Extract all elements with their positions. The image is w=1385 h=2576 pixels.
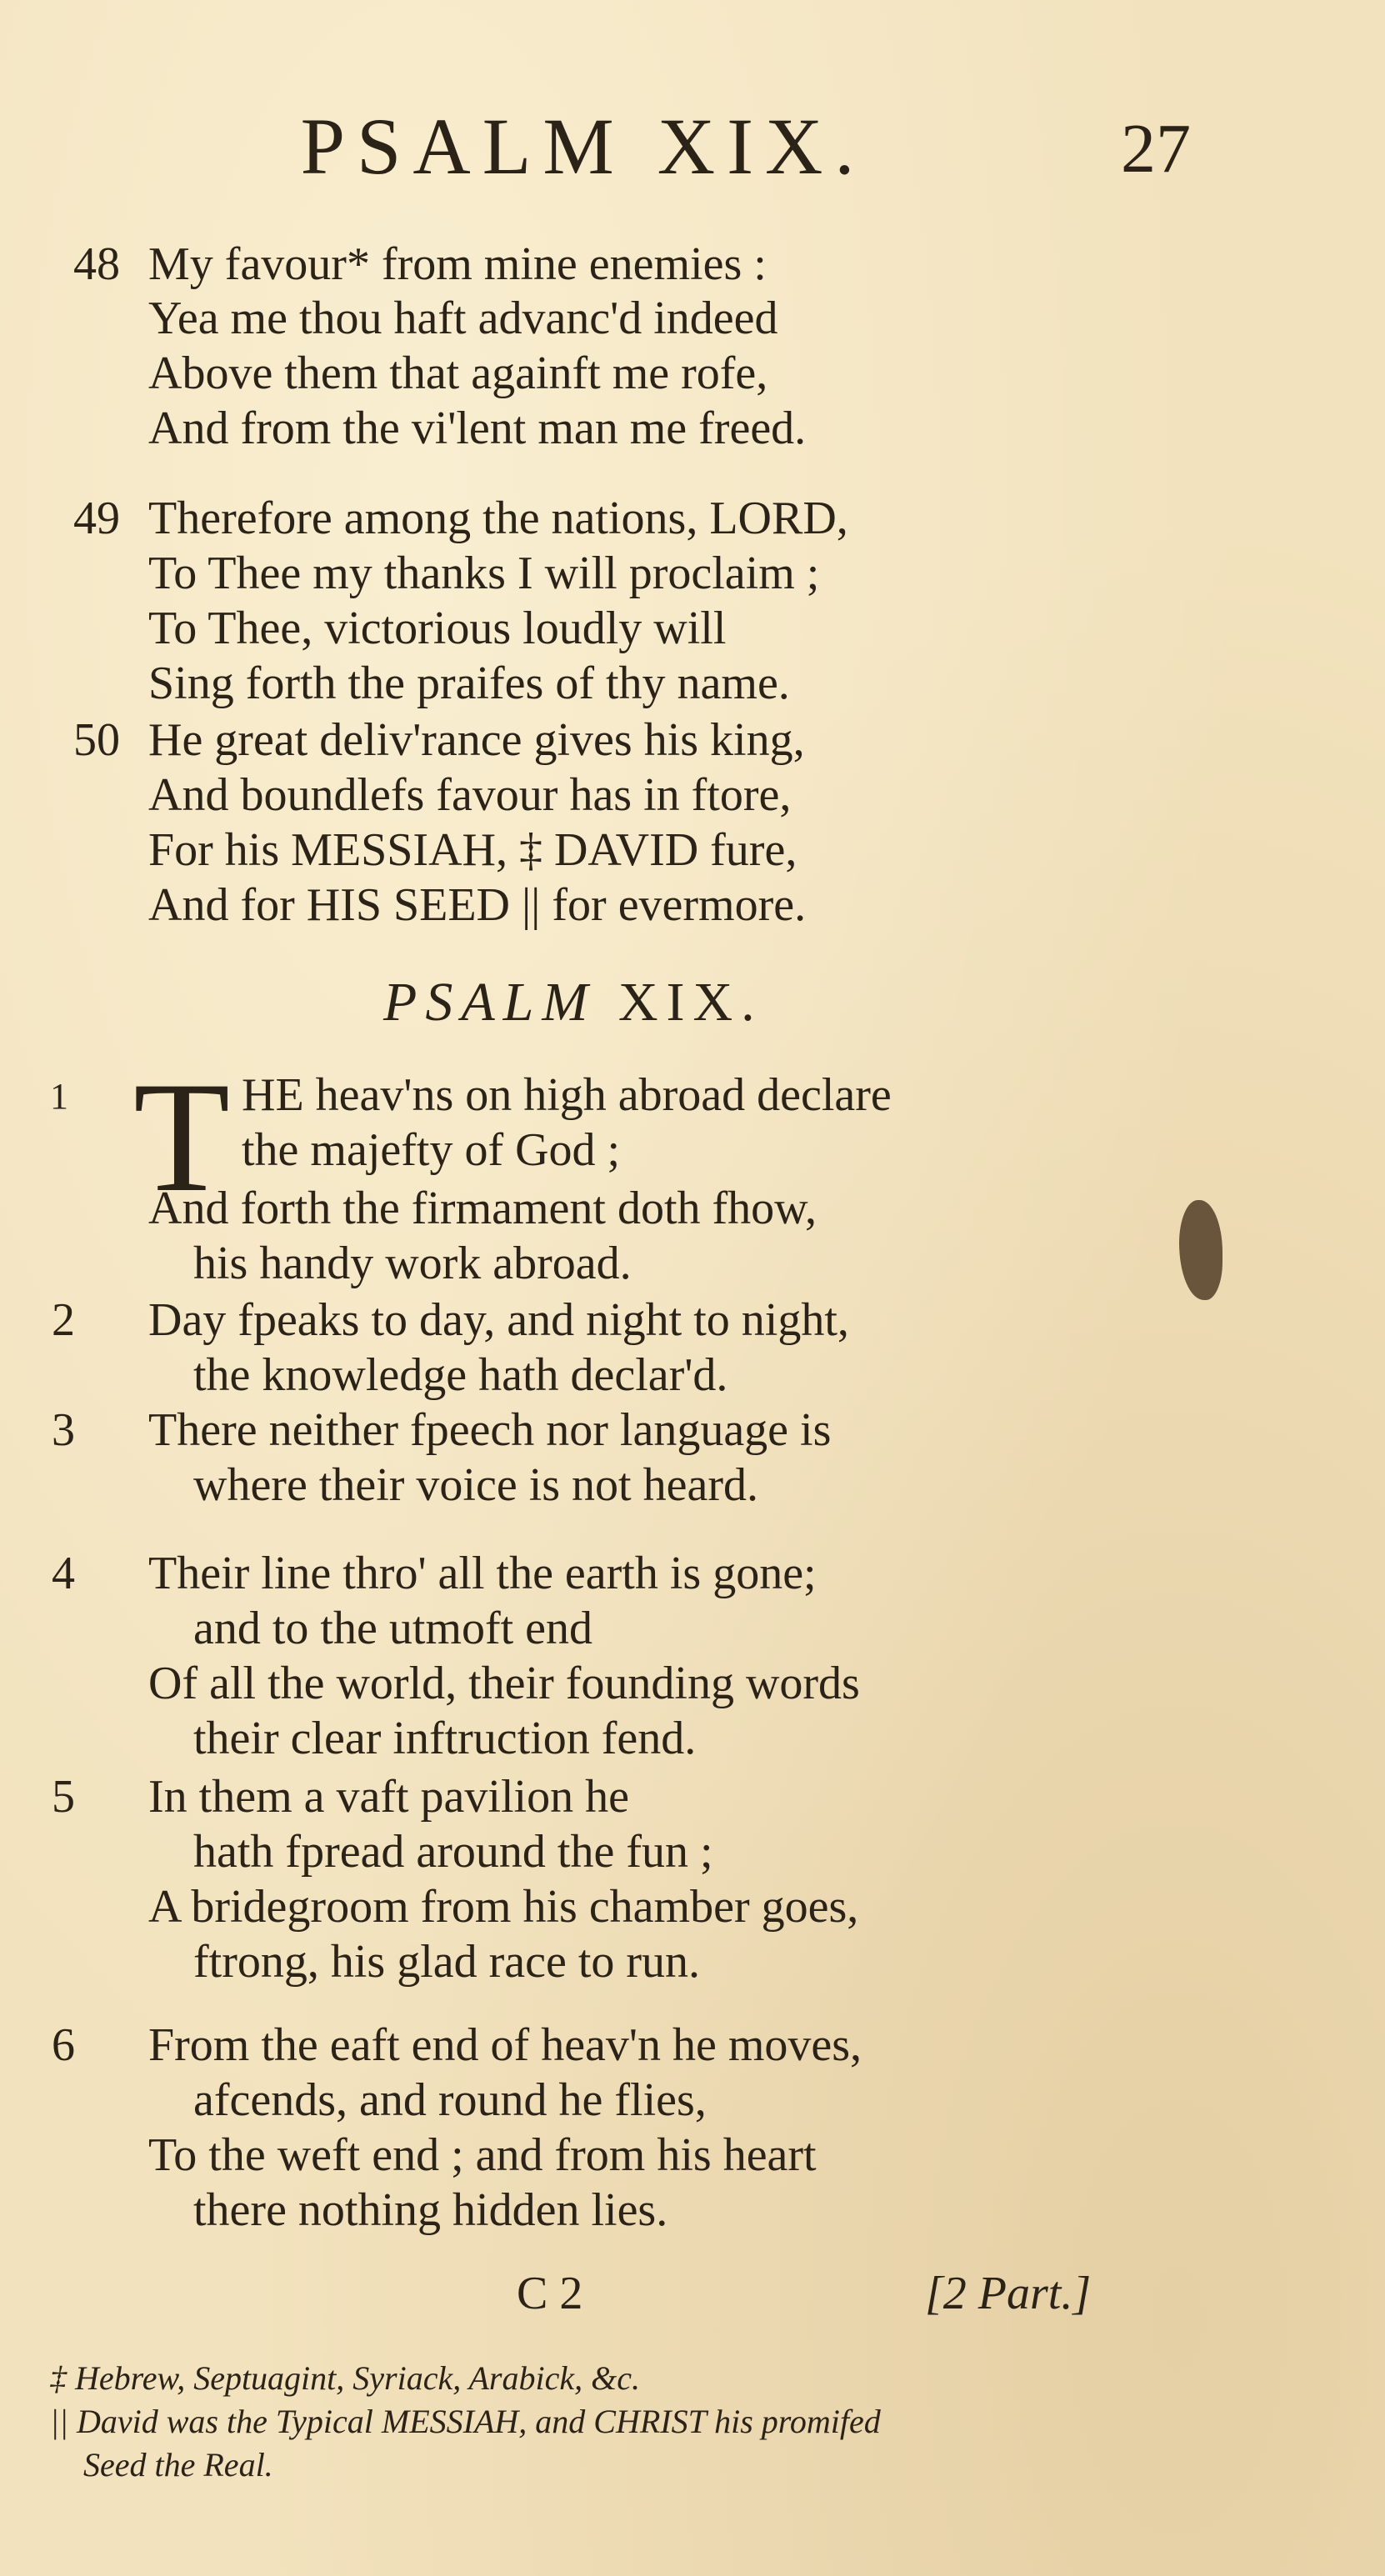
verse-line: Sing forth the praifes of thy name.: [148, 658, 790, 709]
verse-line: And boundlefs favour has in ftore,: [148, 769, 792, 821]
footnote: Seed the Real.: [83, 2446, 273, 2483]
verse-line: Their line thro' all the earth is gone;: [148, 1548, 817, 1599]
verse-line: There neither fpeech nor language is: [148, 1404, 832, 1456]
verse-line: Yea me thou haft advanc'd indeed: [148, 293, 778, 344]
verse-line: Day fpeaks to day, and night to night,: [148, 1294, 849, 1346]
verse-line: My favour* from mine enemies :: [148, 238, 767, 290]
verse-number: 2: [52, 1294, 75, 1346]
page-number: 27: [1121, 110, 1191, 188]
verse-line: Above them that againft me rofe,: [148, 348, 768, 399]
verse-line: And for HIS SEED || for evermore.: [148, 879, 807, 931]
verse-line: In them a vaft pavilion he: [148, 1771, 629, 1823]
running-head-title: PSALM XIX.: [300, 102, 867, 191]
verse-line: And from the vi'lent man me freed.: [148, 403, 807, 454]
verse-line: the majefty of God ;: [242, 1124, 621, 1176]
psalm-heading-word: PSALM: [383, 972, 597, 1033]
verse-number: 5: [52, 1771, 75, 1823]
verse-line: afcends, and round he flies,: [193, 2074, 707, 2126]
verse-number: 3: [52, 1404, 75, 1456]
verse-number: 48: [73, 238, 120, 290]
verse-line: there nothing hidden lies.: [193, 2184, 668, 2236]
psalm-heading: [383, 971, 763, 1034]
footnote: ‡ Hebrew, Septuagint, Syriack, Arabick, &c.: [50, 2359, 640, 2397]
psalm-heading-numeral: XIX.: [618, 972, 763, 1033]
verse-line: A bridegroom from his chamber goes,: [148, 1881, 859, 1933]
signature-mark: C 2: [517, 2268, 583, 2319]
verse-line: Therefore among the nations, LORD,: [148, 493, 848, 544]
verse-line: ftrong, his glad race to run.: [193, 1936, 701, 1988]
verse-line: For his MESSIAH, ‡ DAVID fure,: [148, 824, 798, 876]
verse-line: HE heav'ns on high abroad declare: [242, 1069, 892, 1121]
verse-line: and to the utmoft end: [193, 1603, 593, 1654]
verse-number: 1: [50, 1076, 68, 1117]
verse-line: his handy work abroad.: [193, 1238, 632, 1289]
catchword: [2 Part.]: [925, 2268, 1092, 2319]
footnote: || David was the Typical MESSIAH, and CHRIST his promifed: [50, 2403, 881, 2440]
verse-line: hath fpread around the fun ;: [193, 1826, 713, 1878]
verse-line: their clear inftruction fend.: [193, 1713, 697, 1764]
verse-line: From the eaft end of heav'n he moves,: [148, 2019, 862, 2071]
verse-line: To Thee, victorious loudly will: [148, 603, 727, 654]
verse-line: And forth the firmament doth fhow,: [148, 1183, 817, 1234]
ink-stain: [1179, 1200, 1222, 1300]
verse-number: 50: [73, 714, 120, 766]
verse-line: To Thee my thanks I will proclaim ;: [148, 548, 820, 599]
verse-line: the knowledge hath declar'd.: [193, 1349, 728, 1401]
verse-number: 4: [52, 1548, 75, 1599]
verse-line: Of all the world, their founding words: [148, 1658, 860, 1709]
verse-number: 6: [52, 2019, 75, 2071]
verse-line: where their voice is not heard.: [193, 1459, 758, 1511]
verse-line: He great deliv'rance gives his king,: [148, 714, 805, 766]
verse-number: 49: [73, 493, 120, 544]
drop-cap: T: [133, 1050, 231, 1225]
verse-line: To the weft end ; and from his heart: [148, 2129, 817, 2181]
